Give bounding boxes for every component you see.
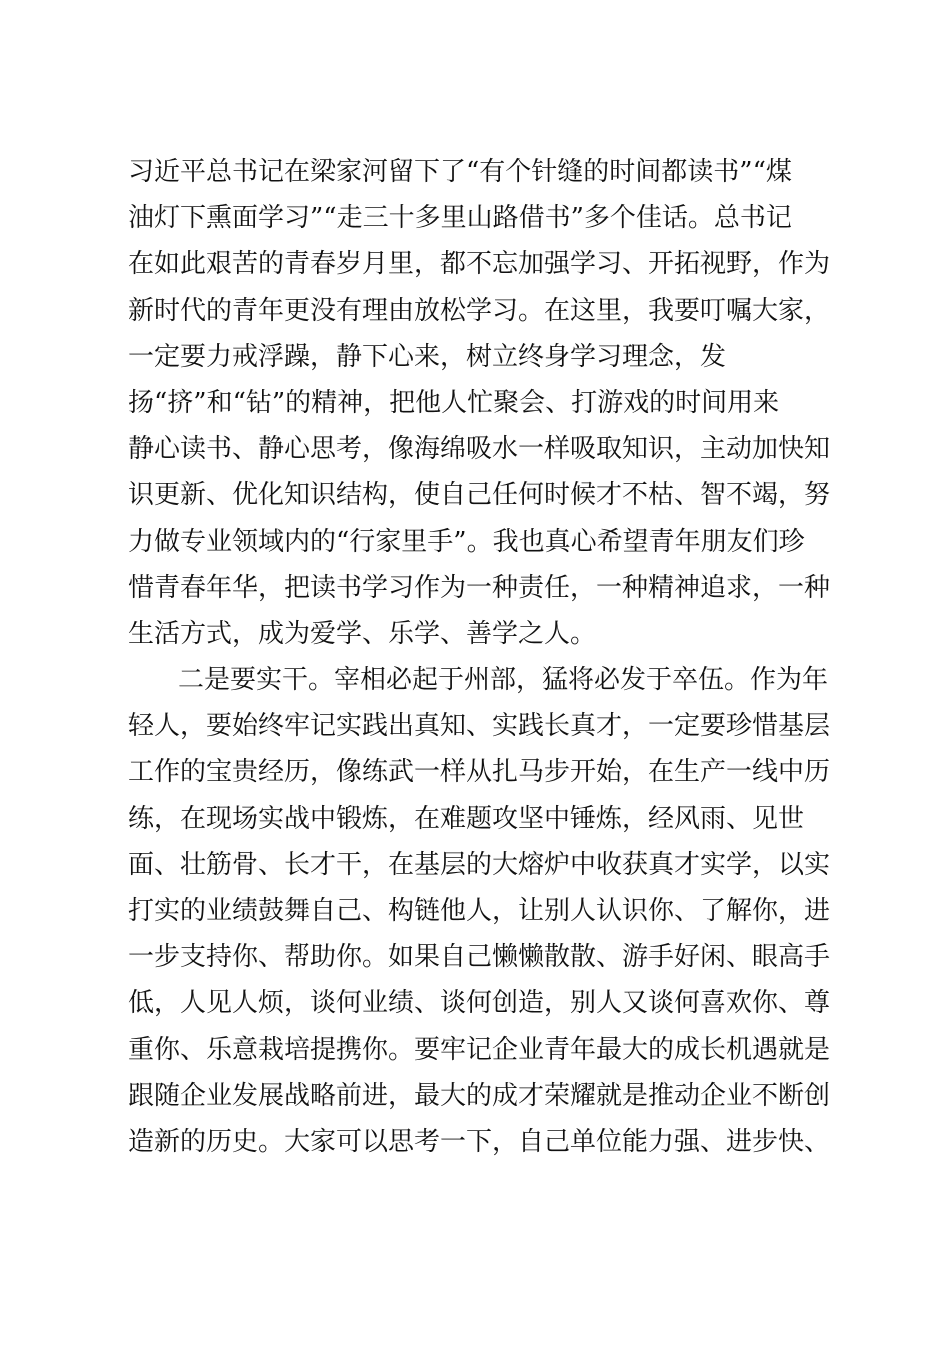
text-line-8: 识更新、优化知识结构，使自己任何时候才不枯、智不竭，努 bbox=[128, 480, 831, 511]
text-line-17: 打实的业绩鼓舞自己、构链他人，让别人认识你、了解你，进 bbox=[128, 896, 831, 926]
text-line-12: 二是要实干。宰相必起于州部，猛将必发于卒伍。作为年 bbox=[178, 665, 829, 696]
text-line-5: 一定要力戒浮躁，静下心来，树立终身学习理念，发 bbox=[128, 341, 727, 372]
text-line-20: 重你、乐意栽培提携你。要牢记企业青年最大的成长机遇就是 bbox=[128, 1034, 831, 1065]
text-line-14: 工作的宝贵经历，像练武一样从扎马步开始，在生产一线中历 bbox=[128, 757, 831, 788]
text-line-22: 造新的历史。大家可以思考一下，自己单位能力强、进步快、 bbox=[128, 1126, 831, 1157]
body-text bbox=[128, 149, 831, 1165]
text-line-18: 一步支持你、帮助你。如果自己懒懒散散、游手好闲、眼高手 bbox=[128, 942, 831, 973]
text-line-11: 生活方式，成为爱学、乐学、善学之人。 bbox=[128, 618, 597, 649]
text-line-19: 低，人见人烦，谈何业绩、谈何创造，别人又谈何喜欢你、尊 bbox=[128, 988, 831, 1019]
text-line-4: 新时代的青年更没有理由放松学习。在这里，我要叮嘱大家， bbox=[128, 295, 831, 326]
text-line-13: 轻人，要始终牢记实践出真知、实践长真才，一定要珍惜基层 bbox=[128, 711, 831, 742]
text-line-15: 练，在现场实战中锻炼，在难题攻坚中锤炼，经风雨、见世 bbox=[128, 803, 805, 834]
text-line-16: 面、壮筋骨、长才干，在基层的大熔炉中收获真才实学，以实 bbox=[128, 849, 831, 880]
text-line-6: 扬“挤”和“钻”的精神，把他人忙聚会、打游戏的时间用来 bbox=[128, 387, 780, 418]
text-line-7: 静心读书、静心思考，像海绵吸水一样吸取知识，主动加快知 bbox=[128, 434, 831, 465]
text-line-3: 在如此艰苦的青春岁月里，都不忘加强学习、开拓视野，作为 bbox=[128, 249, 831, 280]
text-line-1: 习近平总书记在梁家河留下了“有个针缝的时间都读书”“煤 bbox=[128, 157, 792, 187]
text-line-2: 油灯下熏面学习”“走三十多里山路借书”多个佳话。总书记 bbox=[128, 203, 792, 234]
text-line-9: 力做专业领域内的“行家里手”。我也真心希望青年朋友们珍 bbox=[128, 526, 805, 557]
text-line-10: 惜青春年华，把读书学习作为一种责任，一种精神追求，一种 bbox=[128, 572, 831, 603]
text-line-21: 跟随企业发展战略前进，最大的成才荣耀就是推动企业不断创 bbox=[128, 1080, 831, 1111]
